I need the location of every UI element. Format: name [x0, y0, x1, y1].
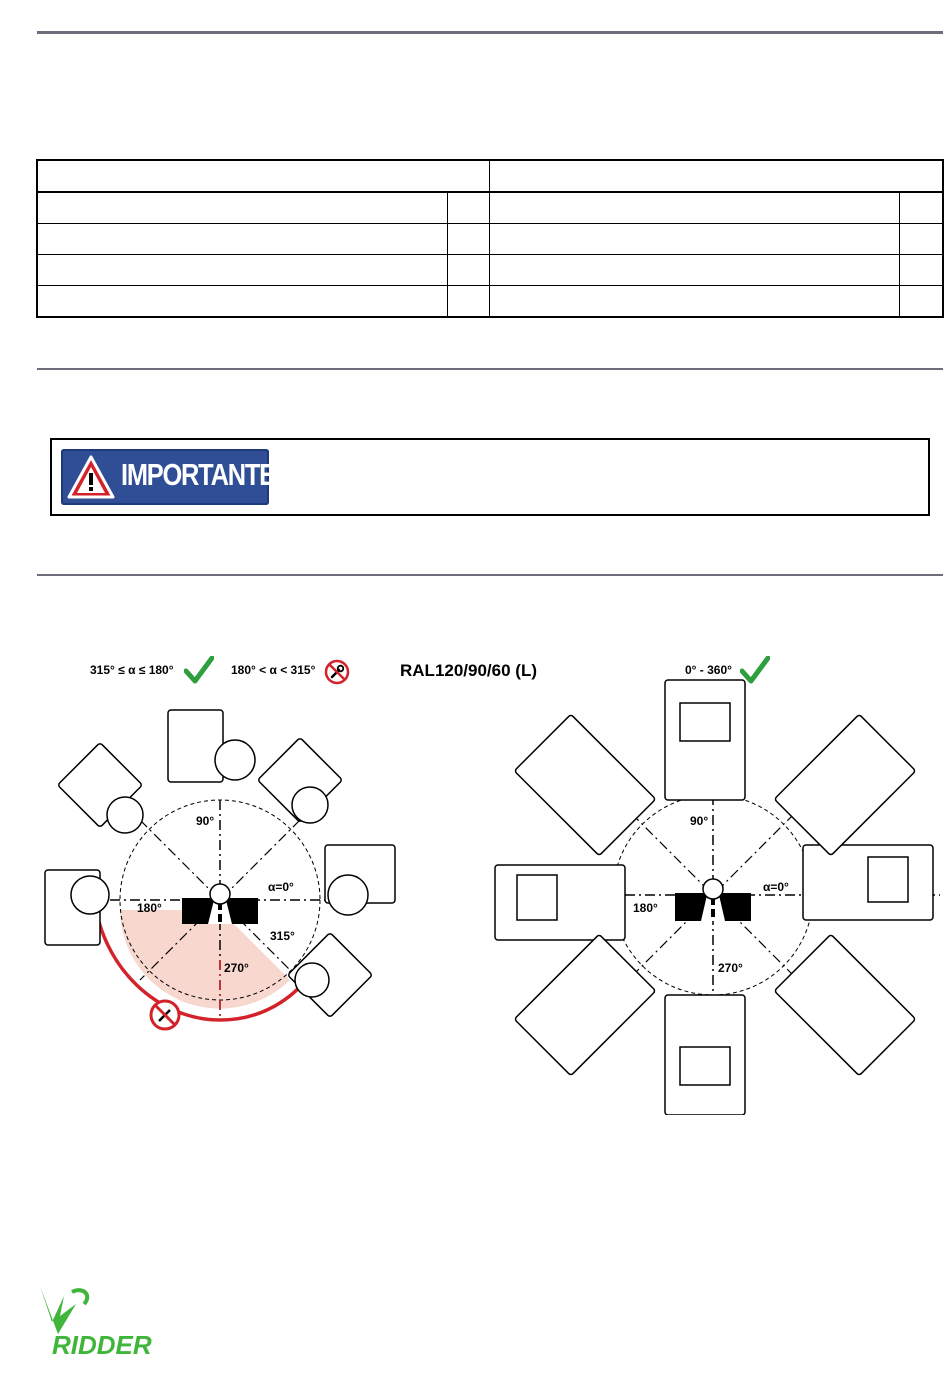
forbidden-wrench-icon	[324, 659, 350, 685]
right-allowed-range-label: 0° - 360°	[685, 663, 732, 677]
allowed-range-label: 315° ≤ α ≤ 180°	[90, 663, 174, 677]
ridder-logo	[32, 1282, 182, 1362]
forbidden-wrench-icon	[151, 1001, 179, 1029]
warning-icon	[63, 449, 119, 505]
section-rule	[37, 368, 943, 370]
header-rule	[37, 31, 943, 34]
table-row	[37, 192, 943, 224]
model-label: RAL120/90/60 (L)	[400, 661, 537, 680]
angle-180-label: 180°	[137, 901, 162, 915]
right-orientation-diagram	[485, 675, 945, 1115]
angle-270-label: 270°	[224, 961, 249, 975]
table-header-cell	[489, 160, 943, 192]
section-rule	[37, 574, 943, 576]
table-header-cell	[37, 160, 489, 192]
angle-315-label: 315°	[270, 929, 295, 943]
spec-table	[36, 159, 944, 318]
important-notice	[50, 438, 930, 516]
table-row	[37, 224, 943, 255]
right-angle-180-label: 180°	[633, 901, 658, 915]
table-row	[37, 286, 943, 318]
forbidden-range-label: 180° < α < 315°	[231, 663, 316, 677]
table-row	[37, 255, 943, 286]
right-angle-90-label: 90°	[690, 814, 709, 828]
check-icon	[184, 656, 214, 684]
right-angle-270-label: 270°	[718, 961, 743, 975]
important-label: IMPORTANTE	[121, 457, 275, 492]
angle-90-label: 90°	[196, 814, 215, 828]
table-header-row	[37, 160, 943, 192]
important-badge	[61, 449, 275, 505]
angle-0-label: α=0°	[268, 880, 294, 894]
left-orientation-diagram	[30, 690, 450, 1070]
right-angle-0-label: α=0°	[763, 880, 789, 894]
brand-name: RIDDER	[52, 1330, 152, 1360]
